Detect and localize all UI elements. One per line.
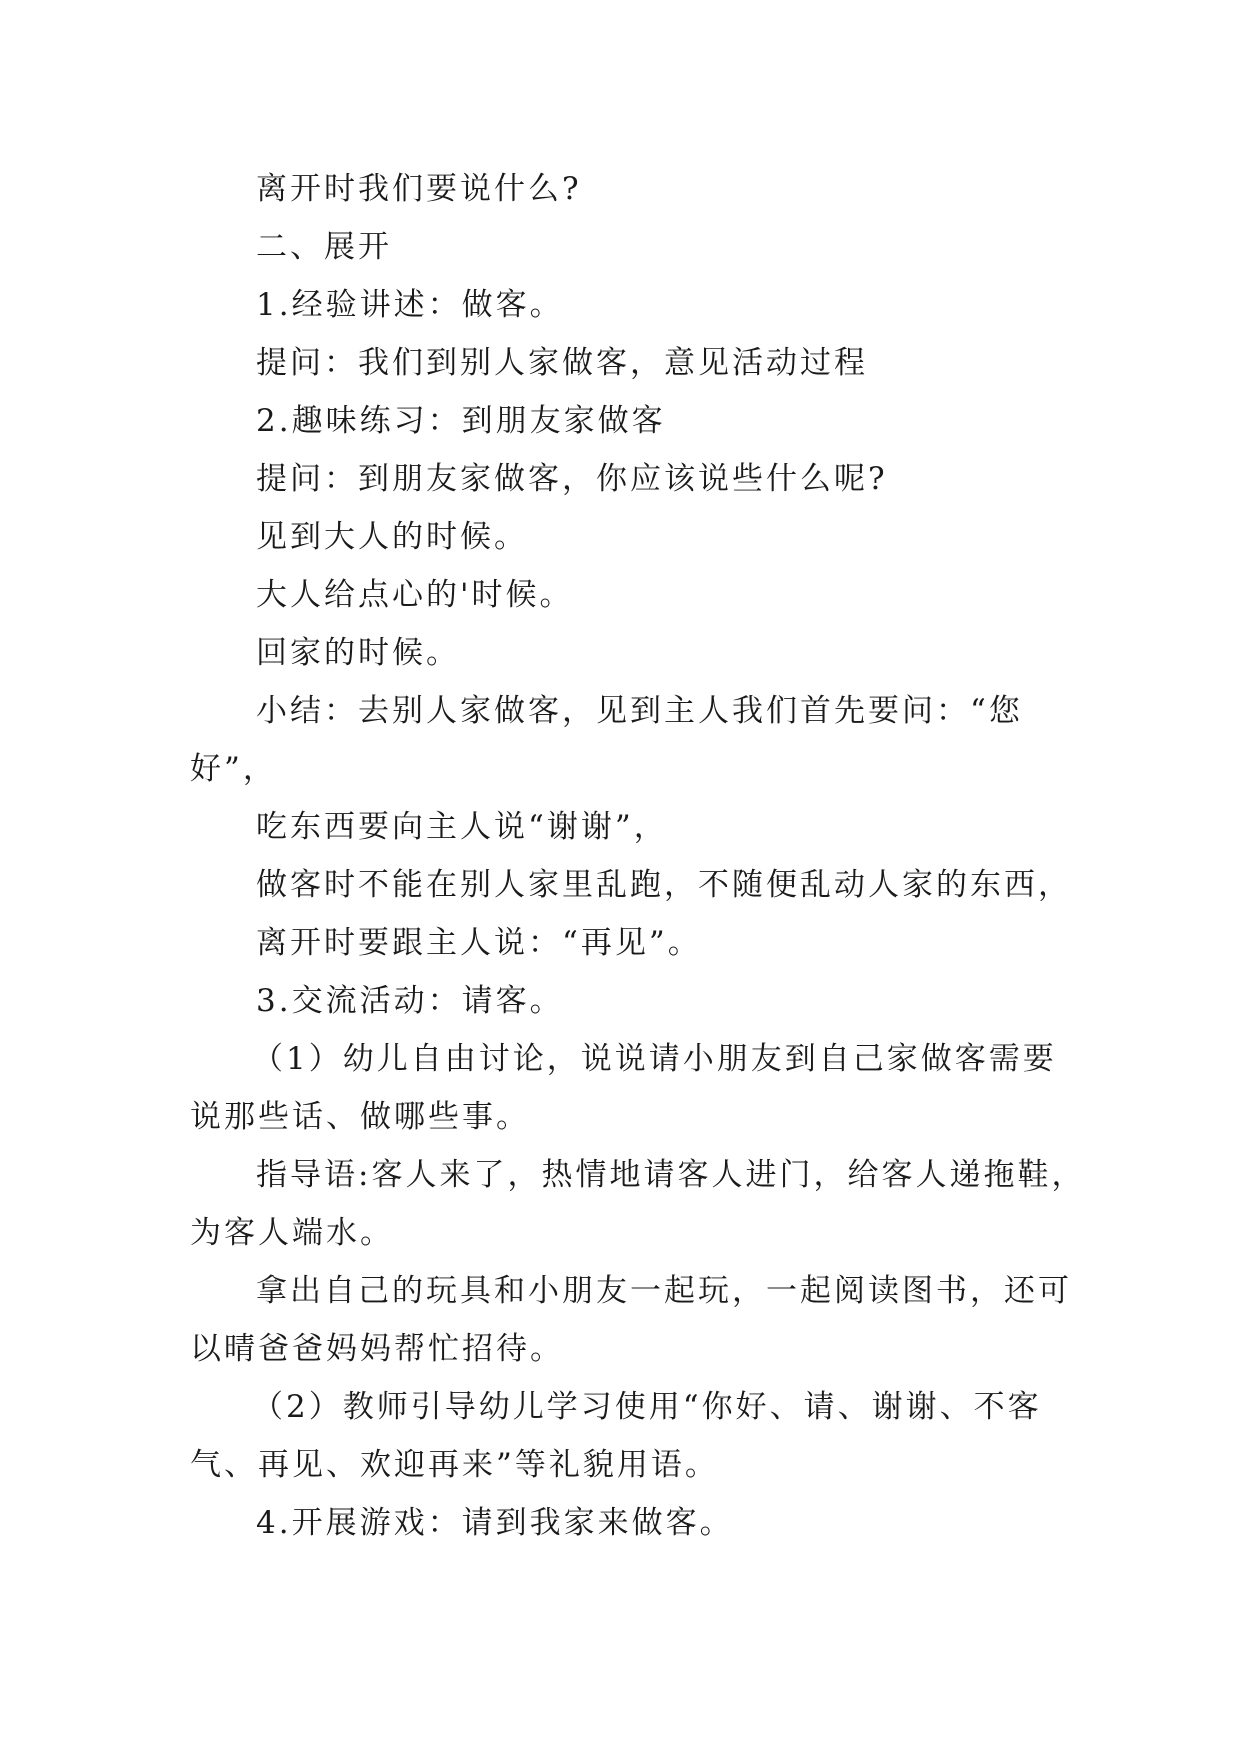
text-line: 吃东西要向主人说“谢谢”， xyxy=(256,809,668,845)
text-line: 做客时不能在别人家里乱跑，不随便乱动人家的东西， xyxy=(256,867,1072,903)
text-line: 离开时要跟主人说：“再见”。 xyxy=(256,925,702,961)
text-line: 3.交流活动：请客。 xyxy=(256,983,564,1019)
text-line: （2）教师引导幼儿学习使用“你好、请、谢谢、不客 xyxy=(252,1389,1042,1425)
text-line: （1）幼儿自由讨论，说说请小朋友到自己家做客需要 xyxy=(252,1041,1057,1077)
text-line: 4.开展游戏：请到我家来做客。 xyxy=(256,1505,734,1541)
text-line: 2.趣味练习：到朋友家做客 xyxy=(256,403,666,439)
text-line: 为客人端水。 xyxy=(190,1215,394,1251)
text-line: 好”， xyxy=(190,751,277,787)
text-line: 离开时我们要说什么? xyxy=(256,171,582,207)
text-line: 小结：去别人家做客，见到主人我们首先要问：“您 xyxy=(256,693,1023,729)
text-line: 提问：到朋友家做客，你应该说些什么呢? xyxy=(256,461,888,497)
document-body xyxy=(190,160,1086,1552)
text-line: 回家的时候。 xyxy=(256,635,460,671)
text-line: 气、再见、欢迎再来”等礼貌用语。 xyxy=(190,1447,719,1483)
text-line: 指导语:客人来了，热情地请客人进门，给客人递拖鞋， xyxy=(256,1157,1086,1193)
text-line: 见到大人的时候。 xyxy=(256,519,528,555)
text-line: 提问：我们到别人家做客，意见活动过程 xyxy=(256,345,868,381)
text-line: 拿出自己的玩具和小朋友一起玩，一起阅读图书，还可 xyxy=(256,1273,1072,1309)
section-heading: 二、展开 xyxy=(256,229,392,265)
text-line: 以晴爸爸妈妈帮忙招待。 xyxy=(190,1331,564,1367)
text-line: 1.经验讲述：做客。 xyxy=(256,287,564,323)
text-line: 大人给点心的'时候。 xyxy=(256,577,574,613)
text-line: 说那些话、做哪些事。 xyxy=(190,1099,530,1135)
